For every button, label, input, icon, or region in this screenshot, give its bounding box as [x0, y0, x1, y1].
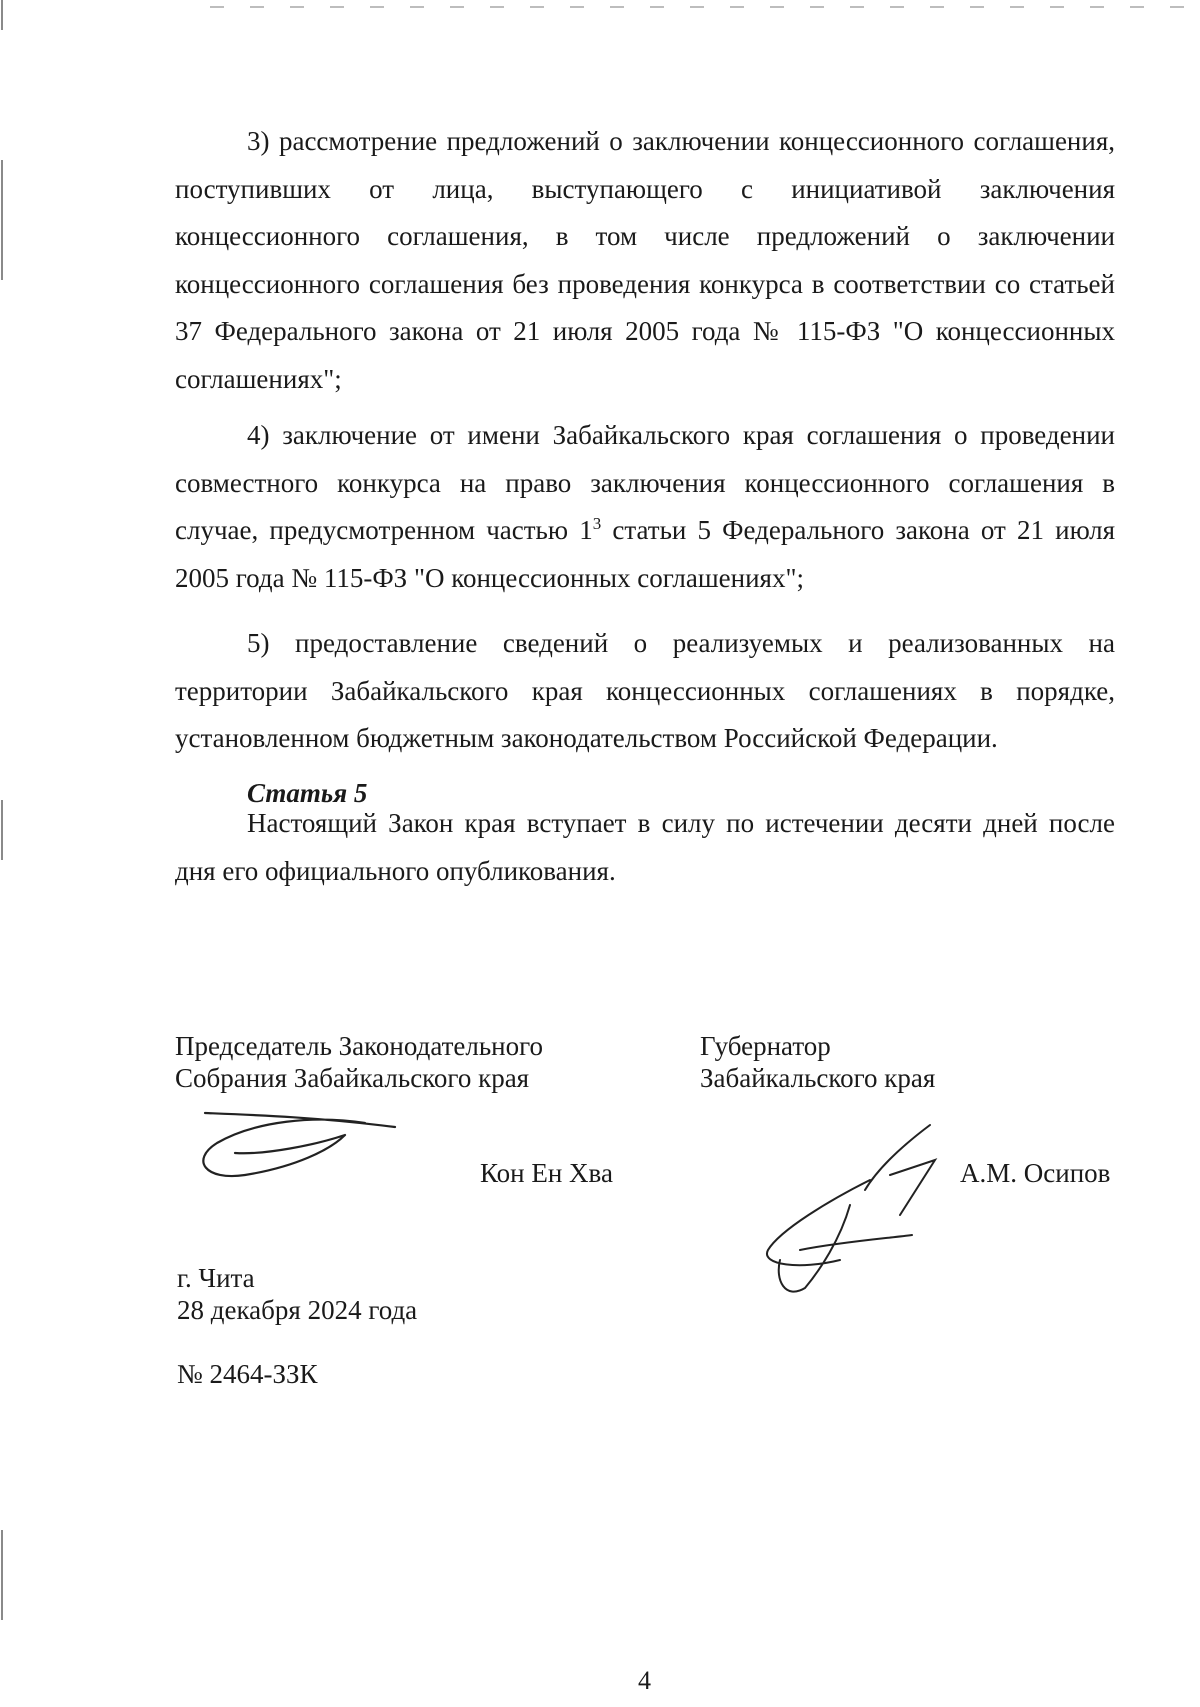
paragraph-item-3: 3) рассмотрение предложений о заключении концессионного соглашения, поступивших от лица, выступающего с инициативой заключения концессионного соглашения, в том числе предложений о заключении концессионного соглашения без проведения конкурса в соответствии со статьей 37 Федерального закона от 21 июля 2005 года № 115-ФЗ "О концессионных соглашениях"; [175, 126, 1115, 394]
signatory-title: Губернатор [700, 1031, 831, 1061]
superscript: 3 [592, 514, 602, 533]
place: г. Чита [177, 1263, 255, 1293]
scan-edge-left [1, 0, 3, 30]
scan-edge-left [1, 800, 3, 860]
scan-edge-top [210, 6, 1190, 8]
paragraph-item-4 [175, 412, 1115, 602]
page-number: 4 [638, 1666, 651, 1695]
scan-edge-left [1, 1530, 3, 1620]
signature-image [760, 1120, 950, 1295]
signatory-title: Председатель Законодательного [175, 1031, 544, 1061]
signatory-name: А.М. Осипов [960, 1158, 1111, 1188]
signature-block-left [175, 1030, 543, 1094]
article-heading: Статья 5 [247, 778, 368, 808]
date: 28 декабря 2024 года [177, 1295, 418, 1325]
signatory-name: Кон Ен Хва [480, 1158, 613, 1188]
signatory-title: Собрания Забайкальского края [175, 1063, 530, 1093]
article-text: Настоящий Закон края вступает в силу по истечении десяти дней после дня его официального опубликования. [175, 808, 1115, 886]
paragraph-item-4-text: 4) заключение от имени Забайкальского края соглашения о проведении совместного конкурса на право заключения концессионного соглашения в случае, предусмотренном частью 1 [175, 420, 1115, 545]
paragraph-item-4-text-end: статьи 5 Федерального закона от 21 июля 2005 года № 115-ФЗ "О концессионных соглашениях"; [175, 515, 1115, 593]
scan-edge-left [1, 160, 3, 280]
signature-block-right [700, 1030, 935, 1094]
signatory-title: Забайкальского края [700, 1063, 936, 1093]
paragraph-item-5: 5) предоставление сведений о реализуемых и реализованных на территории Забайкальского края концессионных соглашениях в порядке, установленном бюджетным законодательством Российской Федерации. [175, 628, 1115, 753]
document-number: № 2464-ЗЗК [177, 1359, 318, 1389]
signature-image [195, 1105, 405, 1185]
